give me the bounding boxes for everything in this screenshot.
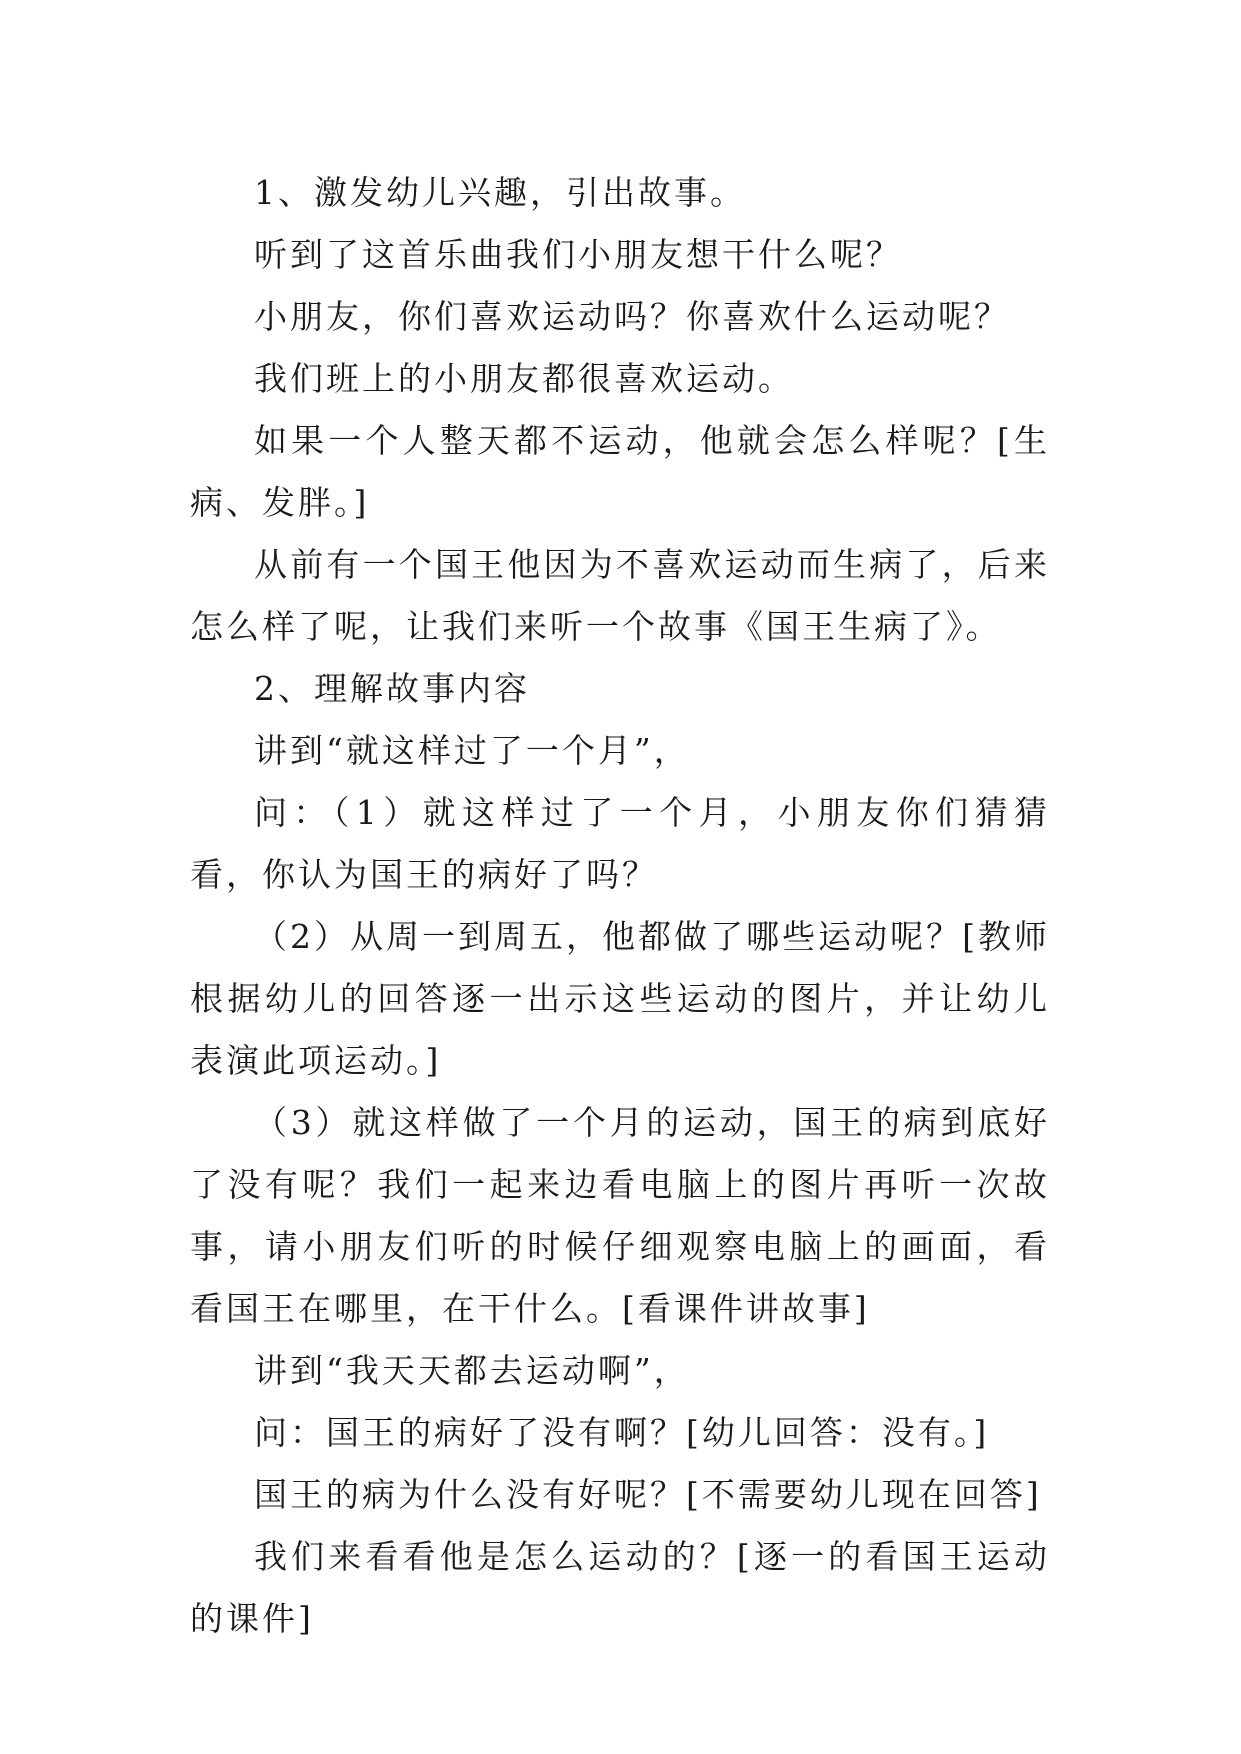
paragraph: 国王的病为什么没有好呢？[不需要幼儿现在回答] — [254, 1475, 1042, 1514]
section-heading-2: 2、理解故事内容 — [254, 669, 530, 708]
paragraph: （3）就这样做了一个月的运动，国王的病到底好了没有呢？我们一起来边看电脑上的图片再听一次故事，请小朋友们听的时候仔细观察电脑上的画面，看看国王在哪里，在干什么。[看课件讲故事] — [190, 1103, 1050, 1328]
paragraph: 如果一个人整天都不运动，他就会怎么样呢？[生病、发胖。] — [190, 421, 1050, 522]
paragraph: 小朋友，你们喜欢运动吗？你喜欢什么运动呢？ — [254, 297, 1010, 336]
paragraph: 从前有一个国王他因为不喜欢运动而生病了，后来怎么样了呢，让我们来听一个故事《国王生病了》。 — [190, 545, 1050, 646]
paragraph: 问：国王的病好了没有啊？[幼儿回答：没有。] — [254, 1413, 990, 1452]
paragraph: 讲到“就这样过了一个月”， — [254, 731, 690, 770]
paragraph: 我们来看看他是怎么运动的？[逐一的看国王运动的课件] — [190, 1537, 1050, 1638]
paragraph: （2）从周一到周五，他都做了哪些运动呢？[教师根据幼儿的回答逐一出示这些运动的图片，并让幼儿表演此项运动。] — [190, 917, 1050, 1080]
section-heading-1: 1、激发幼儿兴趣，引出故事。 — [254, 173, 746, 212]
paragraph: 听到了这首乐曲我们小朋友想干什么呢？ — [254, 235, 902, 274]
paragraph: 讲到“我天天都去运动啊”， — [254, 1351, 690, 1390]
document-page — [190, 162, 1050, 1650]
paragraph: 我们班上的小朋友都很喜欢运动。 — [254, 359, 794, 398]
paragraph: 问：（1）就这样过了一个月，小朋友你们猜猜看，你认为国王的病好了吗？ — [190, 793, 1050, 894]
